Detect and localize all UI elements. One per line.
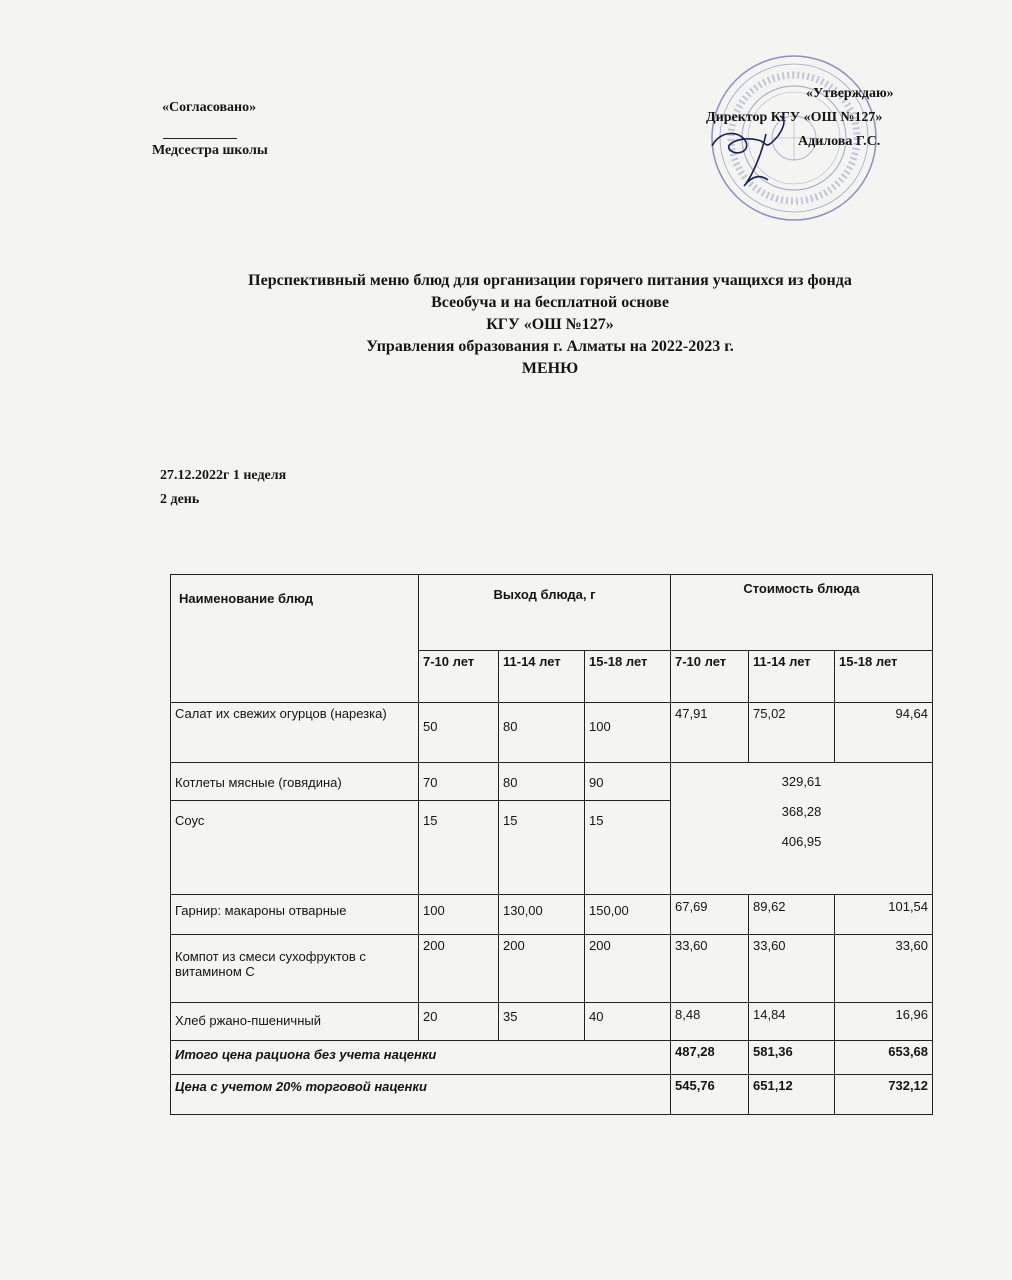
header-dish-name: Наименование блюд — [171, 575, 419, 703]
cost-cell: 14,84 — [749, 1003, 835, 1041]
cost-cell: 75,02 — [749, 703, 835, 763]
table-row — [171, 703, 933, 763]
output-cell: 35 — [499, 1003, 585, 1041]
age-header: 11-14 лет — [499, 651, 585, 703]
age-header: 15-18 лет — [835, 651, 933, 703]
cost-value: 329,61 — [781, 774, 822, 789]
output-cell: 70 — [419, 763, 499, 801]
title-line-3: КГУ «ОШ №127» — [486, 316, 614, 333]
cost-cell: 101,54 — [835, 895, 933, 935]
output-cell: 130,00 — [499, 895, 585, 935]
markup-cost: 545,76 — [671, 1075, 749, 1115]
dish-name: Компот из смеси сухофруктов с витамином С — [171, 935, 419, 1003]
cost-value: 368,28 — [781, 804, 822, 819]
director-signature — [706, 106, 806, 192]
approve-label: «Утверждаю» — [806, 86, 894, 101]
cost-cell: 8,48 — [671, 1003, 749, 1041]
cost-cell: 89,62 — [749, 895, 835, 935]
total-cost: 653,68 — [835, 1041, 933, 1075]
director-label: Директор КГУ «ОШ №127» — [706, 110, 883, 125]
header-cost: Стоимость блюда — [671, 575, 933, 651]
markup-cost: 651,12 — [749, 1075, 835, 1115]
output-cell: 15 — [419, 801, 499, 895]
dish-name: Салат их свежих огурцов (нарезка) — [171, 703, 419, 763]
cost-cell: 47,91 — [671, 703, 749, 763]
output-cell: 15 — [585, 801, 671, 895]
cost-cell: 67,69 — [671, 895, 749, 935]
age-header: 11-14 лет — [749, 651, 835, 703]
output-cell: 200 — [499, 935, 585, 1003]
director-name: Адилова Г.С. — [798, 134, 881, 149]
day-number: 2 день — [160, 492, 200, 507]
document-title — [120, 270, 980, 380]
cost-value: 406,95 — [781, 834, 822, 849]
merged-cost-cell — [671, 763, 933, 895]
agreed-label: «Согласовано» — [162, 100, 257, 115]
total-cost: 581,36 — [749, 1041, 835, 1075]
title-line-4: Управления образования г. Алматы на 2022-2023 г. — [366, 338, 734, 355]
total-cost: 487,28 — [671, 1041, 749, 1075]
dish-name: Хлеб ржано-пшеничный — [171, 1003, 419, 1041]
output-cell: 40 — [585, 1003, 671, 1041]
age-header: 7-10 лет — [671, 651, 749, 703]
cost-cell: 33,60 — [671, 935, 749, 1003]
output-cell: 80 — [499, 703, 585, 763]
table-row — [171, 763, 933, 801]
output-cell: 15 — [499, 801, 585, 895]
menu-table — [170, 574, 933, 1115]
table-row — [171, 895, 933, 935]
dish-name: Соус — [171, 801, 419, 895]
output-cell: 80 — [499, 763, 585, 801]
title-line-5: МЕНЮ — [521, 360, 579, 377]
output-cell: 200 — [419, 935, 499, 1003]
age-header: 7-10 лет — [419, 651, 499, 703]
cost-cell: 94,64 — [835, 703, 933, 763]
date-week: 27.12.2022г 1 неделя — [160, 468, 287, 483]
output-cell: 20 — [419, 1003, 499, 1041]
cost-cell: 16,96 — [835, 1003, 933, 1041]
cost-cell: 33,60 — [749, 935, 835, 1003]
total-row — [171, 1041, 933, 1075]
dish-name: Котлеты мясные (говядина) — [171, 763, 419, 801]
cost-cell: 33,60 — [835, 935, 933, 1003]
nurse-label: Медсестра школы — [152, 143, 268, 158]
output-cell: 100 — [419, 895, 499, 935]
age-header: 15-18 лет — [585, 651, 671, 703]
markup-row — [171, 1075, 933, 1115]
dish-name: Гарнир: макароны отварные — [171, 895, 419, 935]
output-cell: 150,00 — [585, 895, 671, 935]
output-cell: 100 — [585, 703, 671, 763]
signature-line — [163, 138, 237, 139]
table-row — [171, 935, 933, 1003]
title-line-2: Всеобуча и на бесплатной основе — [431, 294, 669, 311]
total-label: Итого цена рациона без учета наценки — [171, 1041, 671, 1075]
title-line-1: Перспективный меню блюд для организации горячего питания учащихся из фонда — [248, 272, 852, 289]
table-row — [171, 1003, 933, 1041]
output-cell: 50 — [419, 703, 499, 763]
output-cell: 200 — [585, 935, 671, 1003]
header-output: Выход блюда, г — [419, 575, 671, 651]
markup-cost: 732,12 — [835, 1075, 933, 1115]
output-cell: 90 — [585, 763, 671, 801]
markup-label: Цена с учетом 20% торговой наценки — [171, 1075, 671, 1115]
